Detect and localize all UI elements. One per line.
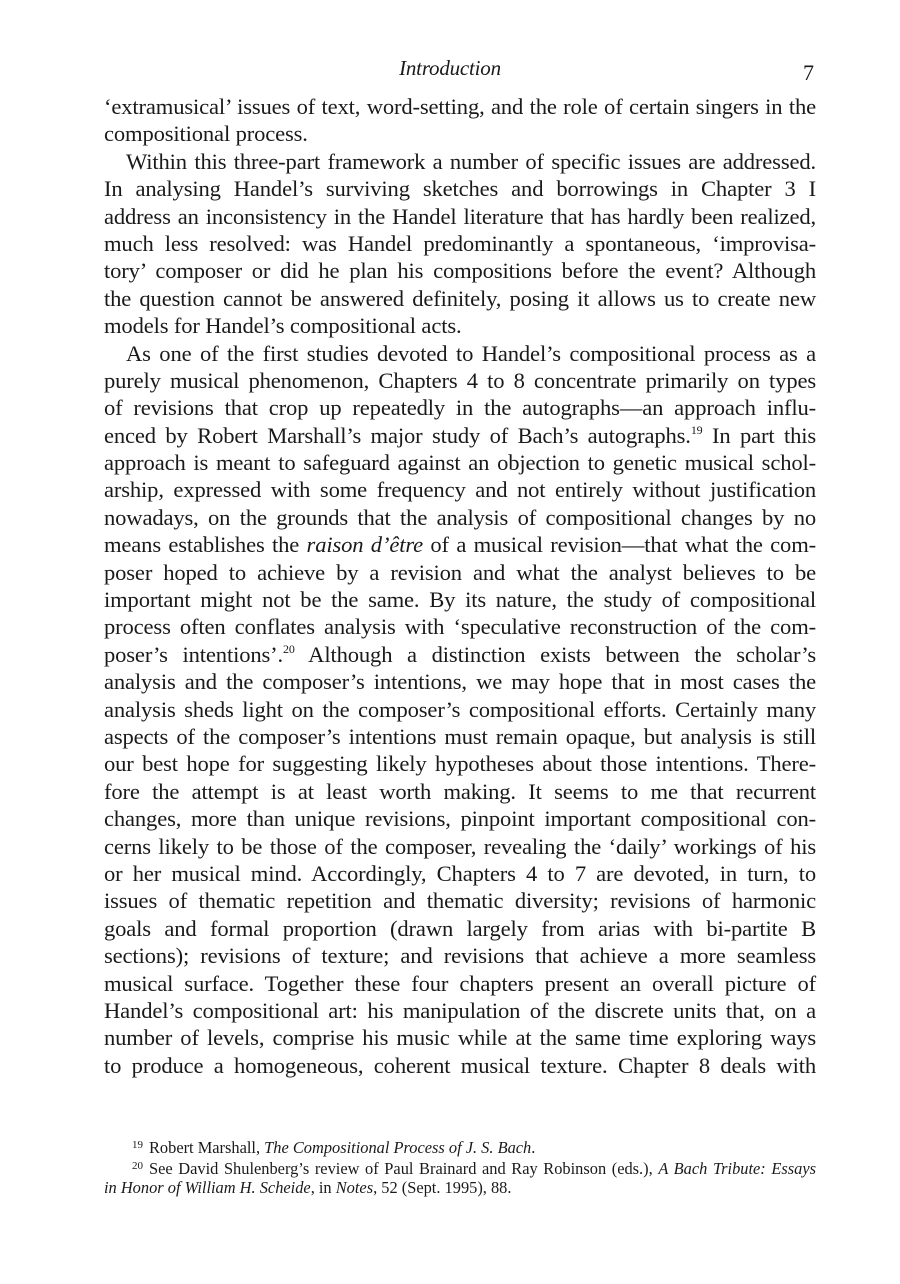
text-line: address an inconsistency in the Handel literature that has hardly been realized, <box>104 203 816 229</box>
text-line-with-footnote-ref <box>104 641 816 668</box>
running-head <box>0 56 900 84</box>
line-text: Although a distinction exists between the scholar’s <box>294 641 816 667</box>
text-line: In analysing Handel’s surviving sketches and borrowings in Chapter 3 I <box>104 176 816 202</box>
text-line: arship, expressed with some frequency and not entirely without justification <box>104 477 816 503</box>
line-text: of a musical revision—that what the com- <box>423 532 816 558</box>
text-line: Handel’s compositional art: his manipulation of the discrete units that, on a <box>104 997 816 1023</box>
text-line: tory’ composer or did he plan his compositions before the event? Although <box>104 258 816 284</box>
paragraph-start-line: As one of the first studies devoted to Handel’s compositional process as a <box>126 340 816 366</box>
text-line: sections); revisions of texture; and revisions that achieve a more seamless <box>104 943 816 969</box>
footnote-text: , 52 (Sept. 1995), 88. <box>373 1178 512 1197</box>
text-line: fore the attempt is at least worth making. It seems to me that recurrent <box>104 778 816 804</box>
footnote-text: Robert Marshall, <box>149 1138 265 1157</box>
text-line: changes, more than unique revisions, pinpoint important compositional con- <box>104 806 816 832</box>
text-line-with-footnote-ref <box>104 422 816 449</box>
line-text: In part this <box>702 422 816 448</box>
page-number: 7 <box>803 60 814 85</box>
footnote-19 <box>104 1135 816 1156</box>
footnote-book-title: in Honor of William H. Scheide <box>104 1178 311 1197</box>
running-head-title: Introduction <box>399 56 501 80</box>
footnotes <box>104 1135 816 1198</box>
footnote-text: . <box>531 1138 536 1157</box>
footnote-reference[interactable]: 19 <box>690 422 703 437</box>
paragraph-start-line: Within this three-part framework a number of specific issues are addressed. <box>126 148 816 174</box>
text-line: compositional process. <box>104 121 308 147</box>
footnote-number: 19 <box>132 1139 143 1151</box>
footnote-book-title: The Compositional Process of J. S. Bach <box>264 1138 532 1157</box>
text-line: important might not be the same. By its nature, the study of compositional <box>104 587 816 613</box>
text-line: of revisions that crop up repeatedly in the autographs—an approach influ- <box>104 395 816 421</box>
text-line: cerns likely to be those of the composer, revealing the ‘daily’ workings of his <box>104 833 816 859</box>
footnote-reference[interactable]: 20 <box>283 641 295 656</box>
text-line: number of levels, comprise his music while at the same time exploring ways <box>104 1025 816 1051</box>
text-line: musical surface. Together these four chapters present an overall picture of <box>104 970 816 996</box>
text-line: our best hope for suggesting likely hypotheses about those intentions. There- <box>104 751 816 777</box>
footnote-20 <box>104 1156 816 1177</box>
body-text <box>104 93 816 1079</box>
text-line: issues of thematic repetition and thematic diversity; revisions of harmonic <box>104 888 816 914</box>
text-line: analysis and the composer’s intentions, we may hope that in most cases the <box>104 669 816 695</box>
text-line: goals and formal proportion (drawn largely from arias with bi-partite B <box>104 915 816 941</box>
text-line: aspects of the composer’s intentions must remain opaque, but analysis is still <box>104 723 816 749</box>
text-line: nowadays, on the grounds that the analysis of compositional changes by no <box>104 504 816 530</box>
text-line: much less resolved: was Handel predominantly a spontaneous, ‘improvisa- <box>104 230 816 256</box>
text-line: models for Handel’s compositional acts. <box>104 313 462 339</box>
text-line: poser hoped to achieve by a revision and what the analyst believes to be <box>104 559 816 585</box>
text-line-with-italic <box>104 531 816 558</box>
line-text: enced by Robert Marshall’s major study of Bach’s autographs. <box>104 422 691 448</box>
footnote-20-continued <box>104 1177 816 1198</box>
footnote-text: , in <box>310 1178 336 1197</box>
text-line: the question cannot be answered definitely, posing it allows us to create new <box>104 285 816 311</box>
text-line: purely musical phenomenon, Chapters 4 to 8 concentrate primarily on types <box>104 367 816 393</box>
text-line: analysis sheds light on the composer’s compositional efforts. Certainly many <box>104 696 816 722</box>
line-text: means establishes the <box>104 532 307 558</box>
text-line: to produce a homogeneous, coherent musical texture. Chapter 8 deals with <box>104 1052 816 1078</box>
footnote-text: See David Shulenberg’s review of Paul Brainard and Ray Robinson (eds.), <box>149 1159 659 1178</box>
text-line: approach is meant to safeguard against an objection to genetic musical schol- <box>104 450 816 476</box>
footnote-number: 20 <box>132 1160 143 1172</box>
text-line: ‘extramusical’ issues of text, word-setting, and the role of certain singers in the <box>104 94 816 119</box>
line-text: poser’s intentions’. <box>104 641 284 667</box>
footnote-journal-title: Notes <box>335 1178 374 1197</box>
footnote-book-title: A Bach Tribute: Essays <box>658 1159 816 1178</box>
italic-phrase: raison d’être <box>306 532 424 558</box>
text-line: process often conflates analysis with ‘speculative reconstruction of the com- <box>104 614 816 640</box>
text-line: or her musical mind. Accordingly, Chapters 4 to 7 are devoted, in turn, to <box>104 860 816 886</box>
